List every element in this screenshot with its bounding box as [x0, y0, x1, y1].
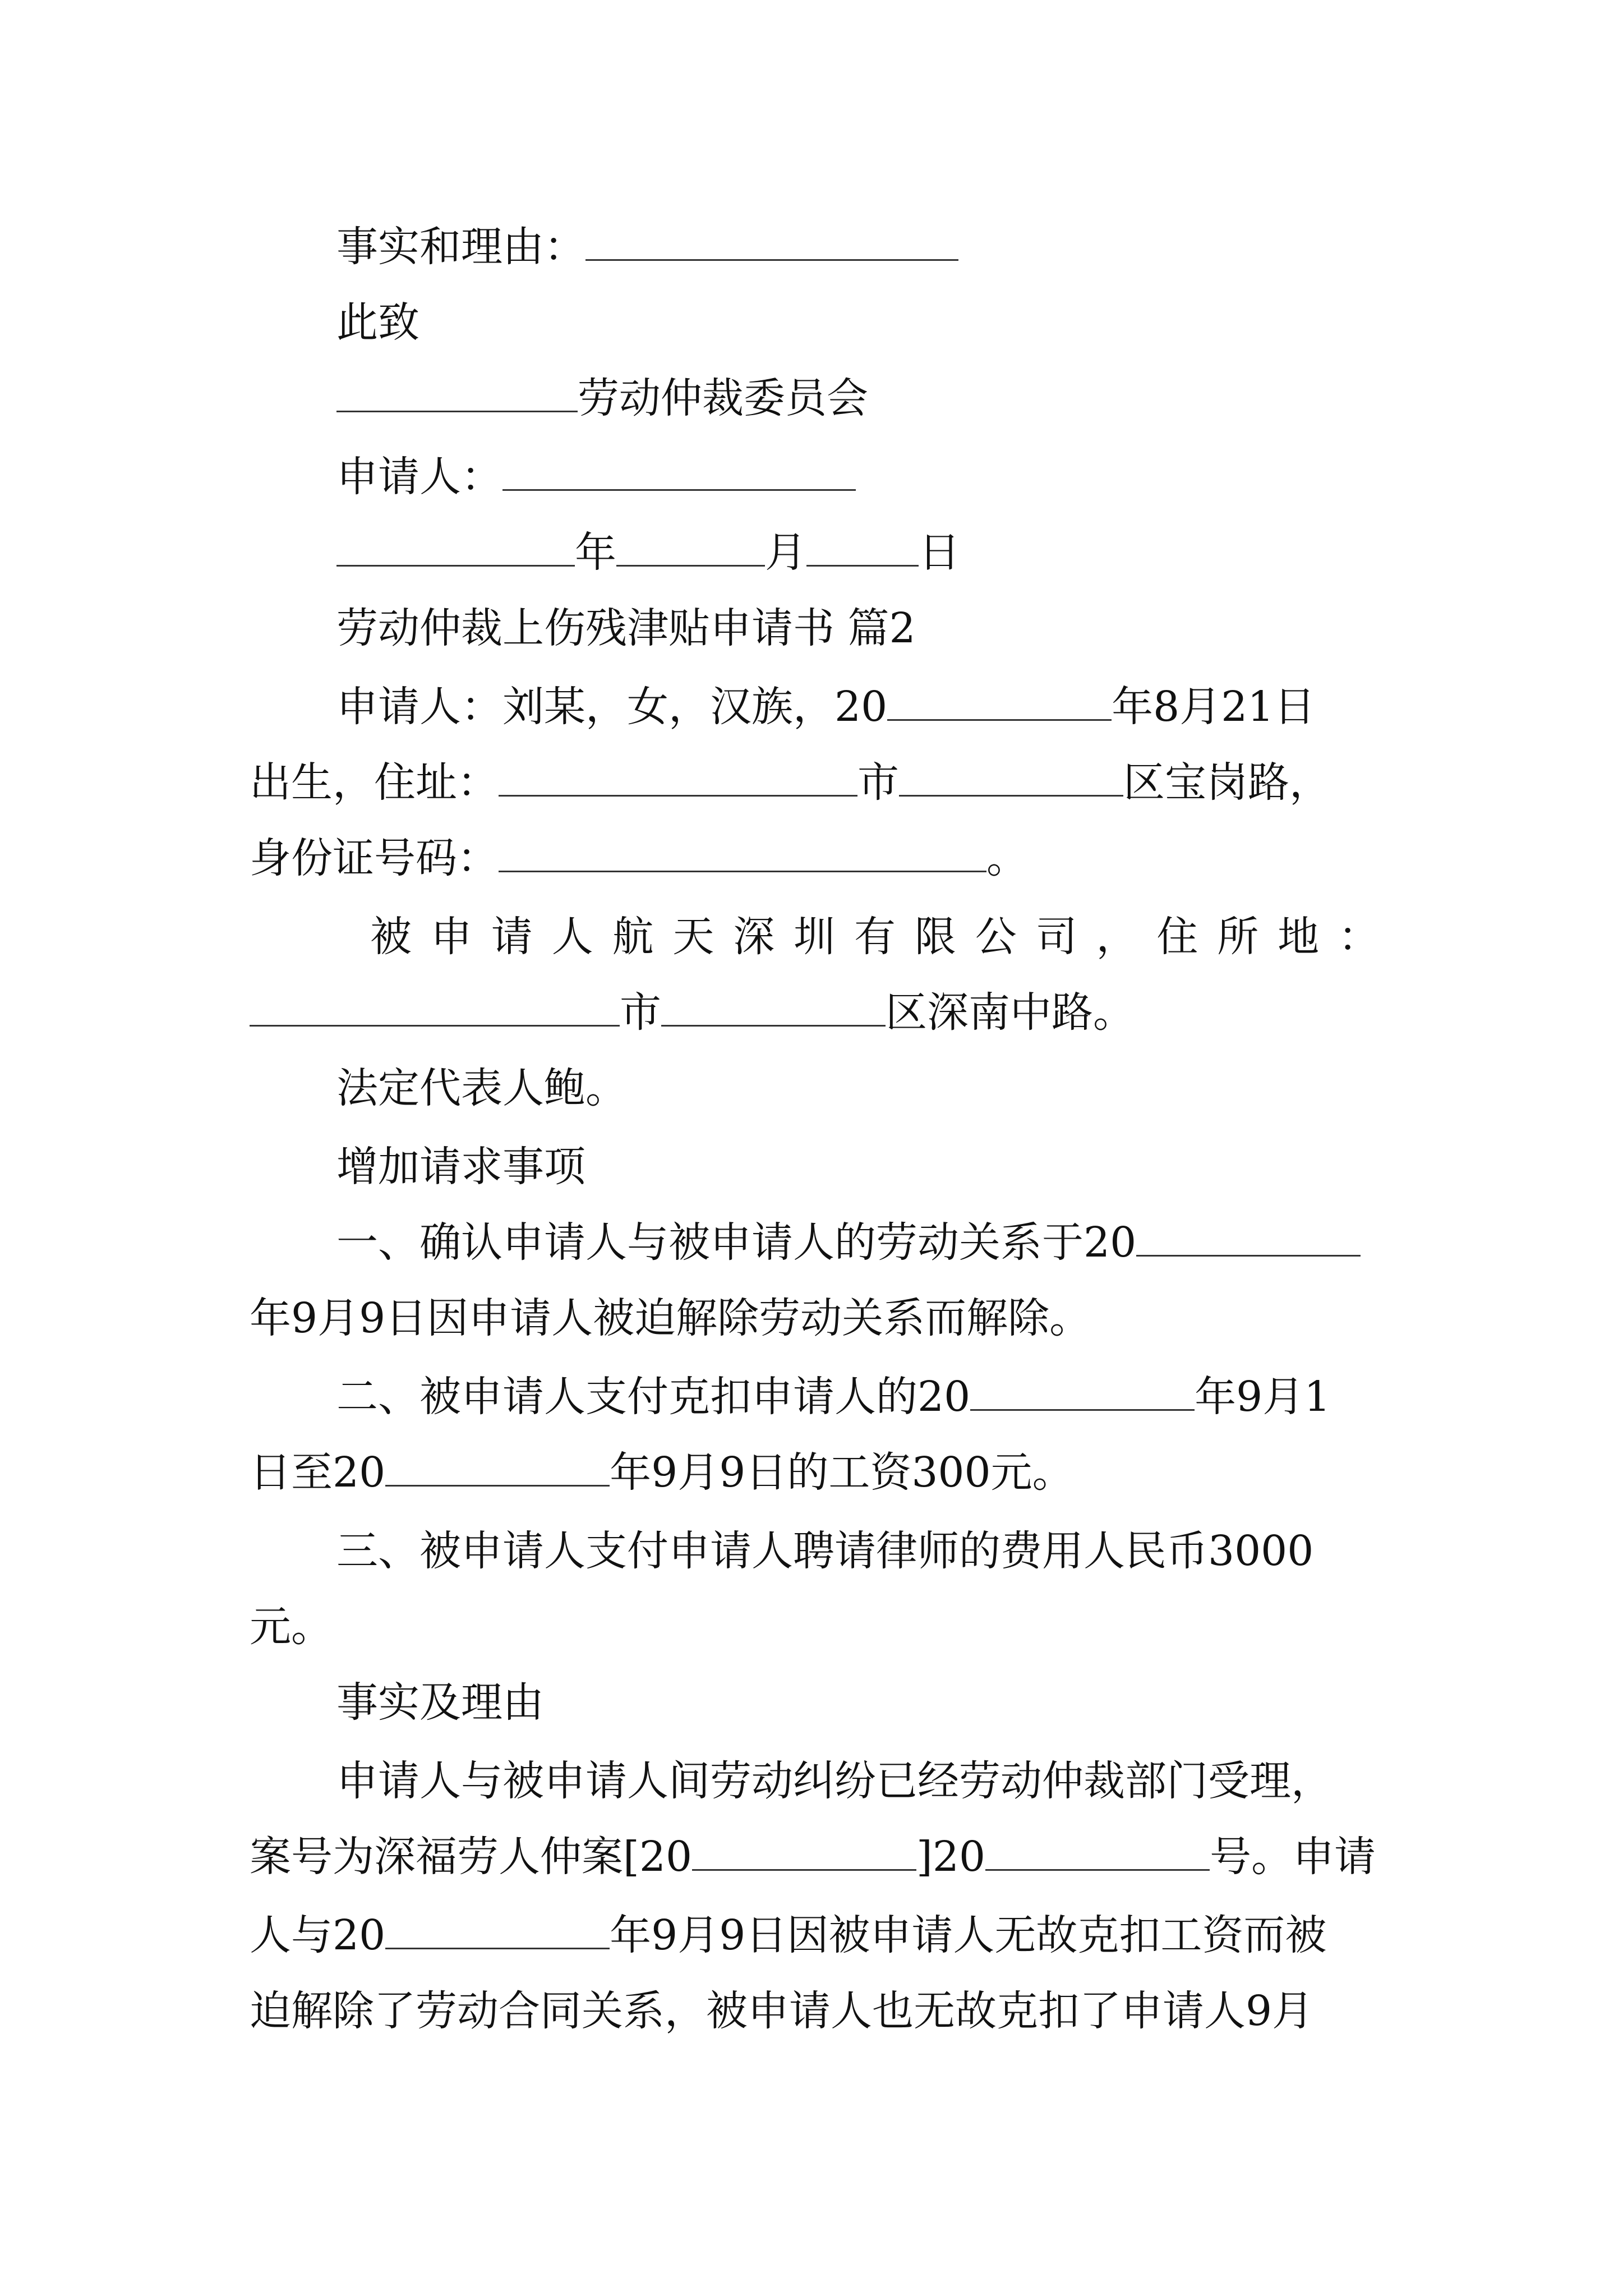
fill-blank: [336, 531, 575, 567]
fill-blank: [887, 685, 1112, 721]
fill-blank: [385, 1914, 610, 1949]
text: 二、被申请人支付克扣申请人的20: [336, 1373, 971, 1421]
section-heading: [336, 1674, 544, 1731]
paragraph-line: [250, 1829, 1376, 1885]
paragraph-line: [336, 1753, 1332, 1809]
char: 深: [733, 913, 775, 961]
char: 司: [1035, 913, 1077, 961]
text: 迫解除了劳动合同关系，被申请人也无故克扣了申请人9月: [250, 1987, 1314, 2035]
fill-blank: [616, 531, 765, 567]
char: ，: [1096, 913, 1138, 961]
text: 元。: [250, 1603, 333, 1651]
day-char: 日: [919, 528, 960, 577]
text: 市: [857, 758, 899, 807]
text: 。: [986, 834, 1028, 882]
text: 出生，住址：: [250, 758, 499, 807]
month-char: 月: [765, 528, 806, 577]
salutation-line: [336, 295, 419, 351]
paragraph-line: [336, 1523, 1313, 1579]
char: 请: [491, 913, 533, 961]
paragraph-line: [336, 1214, 1361, 1271]
text: 人与20: [250, 1911, 386, 1959]
char: 航: [612, 913, 654, 961]
char: 地: [1278, 913, 1320, 961]
text: 年9月1: [1195, 1373, 1331, 1421]
char: 人: [551, 913, 593, 961]
section-title: [336, 600, 916, 656]
fill-blank: [499, 761, 857, 797]
paragraph-line: [250, 830, 1028, 886]
text: 年9月9日因被申请人无故克扣工资而被: [610, 1911, 1327, 1959]
fill-blank: [502, 455, 856, 491]
section-title-text: 劳动仲裁上伤残津贴申请书 篇2: [336, 604, 916, 652]
paragraph-line: [250, 1290, 1091, 1346]
char: 限: [914, 913, 956, 961]
char: 被: [370, 913, 412, 961]
text: 号。申请: [1210, 1833, 1376, 1881]
date-line: [336, 524, 960, 581]
fill-blank: [985, 1835, 1210, 1871]
text: 申请人与被申请人间劳动纠纷已经劳动仲裁部门受理，: [336, 1757, 1332, 1805]
text: 案号为深福劳人仲案[20: [250, 1833, 693, 1881]
paragraph-line: [250, 754, 1331, 811]
text: 年9月9日的工资300元。: [610, 1448, 1074, 1497]
char: 公: [975, 913, 1017, 961]
text: ]20: [916, 1833, 986, 1881]
fill-blank: [585, 226, 958, 261]
fill-blank: [692, 1835, 916, 1871]
paragraph-line: [336, 1369, 1330, 1425]
text: 身份证号码：: [250, 834, 499, 882]
fill-blank: [250, 991, 620, 1027]
char: 所: [1217, 913, 1259, 961]
char: 有: [854, 913, 896, 961]
text: 市: [620, 988, 661, 1037]
fill-blank: [899, 761, 1123, 797]
section-heading: [336, 1139, 585, 1195]
text: 日至20: [250, 1448, 386, 1497]
text: 区深南中路。: [886, 988, 1135, 1037]
facts-reasons-line: [336, 219, 958, 275]
text: 区宝岗路，: [1123, 758, 1331, 807]
paragraph-line: [250, 1907, 1326, 1963]
facts-reasons-label: 事实和理由：: [336, 223, 585, 271]
text: 年9月9日因申请人被迫解除劳动关系而解除。: [250, 1294, 1091, 1342]
text: 增加请求事项: [336, 1143, 585, 1191]
fill-blank: [806, 531, 919, 567]
char: ：: [1338, 913, 1380, 961]
char: 圳: [794, 913, 836, 961]
fill-blank: [1136, 1221, 1361, 1257]
char: 申: [430, 913, 472, 961]
committee-line: [336, 370, 868, 426]
applicant-label: 申请人：: [336, 453, 502, 501]
paragraph-line: [336, 1060, 627, 1116]
text: 事实及理由: [336, 1678, 544, 1727]
fill-blank: [970, 1375, 1195, 1411]
committee-name: 劳动仲裁委员会: [578, 374, 868, 422]
fill-blank: [336, 377, 578, 412]
year-char: 年: [575, 528, 616, 577]
paragraph-line: [250, 984, 1135, 1041]
fill-blank: [661, 991, 886, 1027]
respondent-line: [370, 909, 1380, 965]
applicant-sign-line: [336, 449, 856, 505]
paragraph-line: [250, 1444, 1074, 1501]
paragraph-line: [250, 1983, 1313, 2039]
paragraph-line: [250, 1599, 333, 1655]
text: 申请人：刘某，女，汉族，20: [336, 683, 888, 731]
text: 一、确认申请人与被申请人的劳动关系于20: [336, 1218, 1137, 1267]
text: 三、被申请人支付申请人聘请律师的费用人民币3000: [336, 1527, 1314, 1575]
char: 天: [672, 913, 714, 961]
fill-blank: [499, 837, 986, 872]
fill-blank: [385, 1451, 610, 1487]
text: 年8月21日: [1112, 683, 1316, 731]
paragraph-line: [336, 679, 1315, 735]
salutation: 此致: [336, 298, 419, 347]
char: 住: [1156, 913, 1198, 961]
text: 法定代表人鲍。: [336, 1064, 627, 1112]
